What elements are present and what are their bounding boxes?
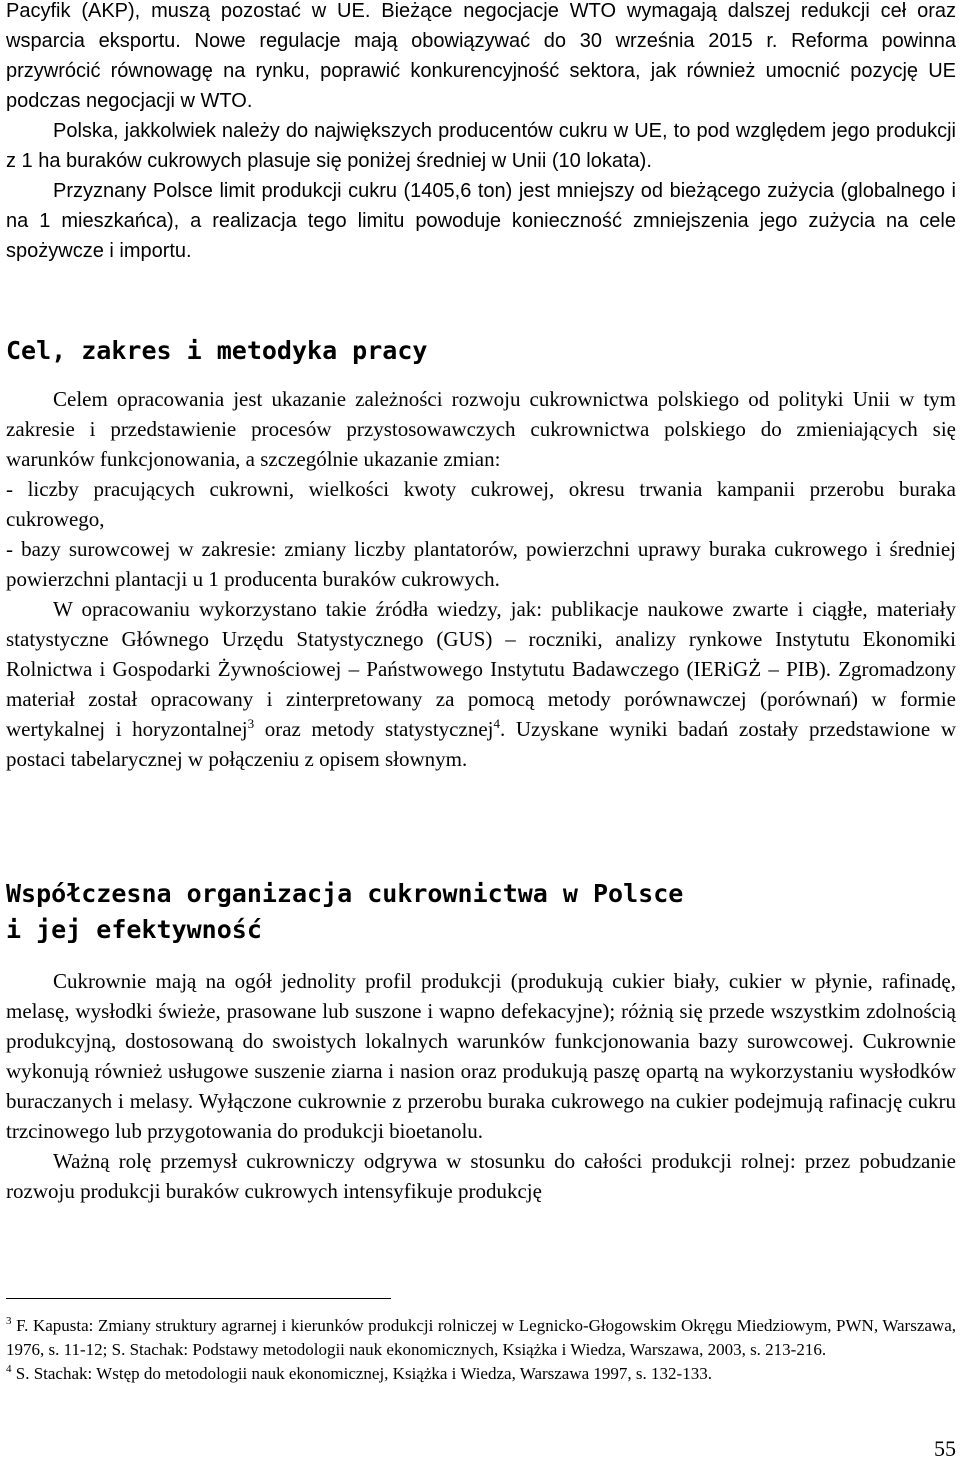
footnote-ref-4: 4 (493, 716, 500, 731)
footnote-ref-3: 3 (247, 716, 255, 731)
footnote-4 (6, 1362, 956, 1386)
footnote-4-marker: 4 (6, 1363, 12, 1375)
paragraph-reform: Pacyfik (AKP), muszą pozostać w UE. Bieżące negocjacje WTO wymagają dalszej redukcji ceł oraz wsparcia eksportu. Nowe regulacje mają obowiązywać do 30 września 2015 r. Reforma powinna przywrócić równowagę na rynku, poprawić konkurencyjność sektora, jak również umocnić pozycję UE podczas negocjacji w WTO. (6, 0, 956, 112)
paragraph-list-item-1: - liczby pracujących cukrowni, wielkości kwoty cukrowej, okresu trwania kampanii przerobu buraka cukrowego, (6, 477, 956, 531)
footnote-3 (6, 1314, 956, 1362)
page-number: 55 (934, 1436, 956, 1461)
paragraph-list-item-2: - bazy surowcowej w zakresie: zmiany liczby plantatorów, powierzchni uprawy buraka cukrowego i średniej powierzchni plantacji u 1 producenta buraków cukrowych. (6, 537, 956, 591)
top-text-block (6, 0, 956, 266)
section-heading-line-2: i jej efektywność (6, 915, 262, 944)
paragraph-limit: Przyznany Polsce limit produkcji cukru (1405,6 ton) jest mniejszy od bieżącego zużycia (globalnego i na 1 mieszkańca), a realizacja tego limitu powoduje konieczność zmniejszenia jego zużycia na cele spożywcze i importu. (6, 180, 956, 262)
sources-text-2: oraz metody statystycznej (254, 717, 494, 741)
sources-text-3: . Uzyskane wyniki badań zostały przedstawione w postaci tabelarycznej w połączeniu z opisem słownym. (6, 717, 956, 771)
paragraph-goal: Celem opracowania jest ukazanie zależności rozwoju cukrownictwa polskiego od polityki Unii w tym zakresie i przedstawienie procesów przystosowawczych cukrownictwa polskiego do zmieniających się warunków funkcjonowania, a szczególnie ukazanie zmian: (6, 387, 956, 471)
footnote-4-text: S. Stachak: Wstęp do metodologii nauk ekonomicznej, Książka i Wiedza, Warszawa 1997, s. 132-133. (11, 1364, 712, 1383)
footnote-separator (6, 1298, 391, 1299)
footnote-3-marker: 3 (6, 1315, 12, 1327)
footnote-3-text: F. Kapusta: Zmiany struktury agrarnej i kierunków produkcji rolniczej w Legnicko-Głogowskim Okręgu Miedziowym, PWN, Warszawa, 1976, s. 11-12; S. Stachak: Podstawy metodologii nauk ekonomicznych, Książka i Wiedza, Warszawa, 2003, s. 213-216. (6, 1316, 956, 1359)
section-heading-goal: Cel, zakres i metodyka pracy (6, 336, 428, 365)
paragraph-sources (6, 594, 956, 774)
footnotes (6, 1314, 956, 1386)
section-heading-line-1: Współczesna organizacja cukrownictwa w Polsce (6, 879, 684, 908)
paragraph-profile: Cukrownie mają na ogół jednolity profil produkcji (produkują cukier biały, cukier w płynie, rafinadę, melasę, wysłodki świeże, prasowane lub suszone i wapno defekacyjne); różnią się przede wszystkim zdolnością produkcyjną, dostosowaną do swoistych lokalnych warunków funkcjonowania bazy surowcowej. Cukrownie wykonują również usługowe suszenie ziarna i nasion oraz produkują paszę opartą na wykorzystaniu wysłodków buraczanych i melasy. Wyłączone cukrownie z przerobu buraka cukrowego na cukier podejmują rafinację cukru trzcinowego lub przygotowania do produkcji bioetanolu. (6, 969, 956, 1143)
section-goal-body (6, 384, 956, 774)
paragraph-role: Ważną rolę przemysł cukrowniczy odgrywa w stosunku do całości produkcji rolnej: przez pobudzanie rozwoju produkcji buraków cukrowych intensyfikuje produkcję (6, 1149, 956, 1203)
section-heading-organization (6, 876, 683, 948)
paragraph-poland-producer: Polska, jakkolwiek należy do największych producentów cukru w UE, to pod względem jego produkcji z 1 ha buraków cukrowych plasuje się poniżej średniej w Unii (10 lokata). (6, 120, 956, 172)
sources-text-1: W opracowaniu wykorzystano takie źródła wiedzy, jak: publikacje naukowe zwarte i ciągłe, materiały statystyczne Głównego Urzędu Statystycznego (GUS) – roczniki, analizy rynkowe Instytutu Ekonomiki Rolnictwa i Gospodarki Żywnościowej – Państwowego Instytutu Badawczego (IERiGŻ – PIB). Zgromadzony materiał został opracowany i zinterpretowany za pomocą metody porównawczej (porównań) w formie wertykalnej i horyzontalnej (6, 597, 956, 741)
section-organization-body (6, 966, 956, 1206)
